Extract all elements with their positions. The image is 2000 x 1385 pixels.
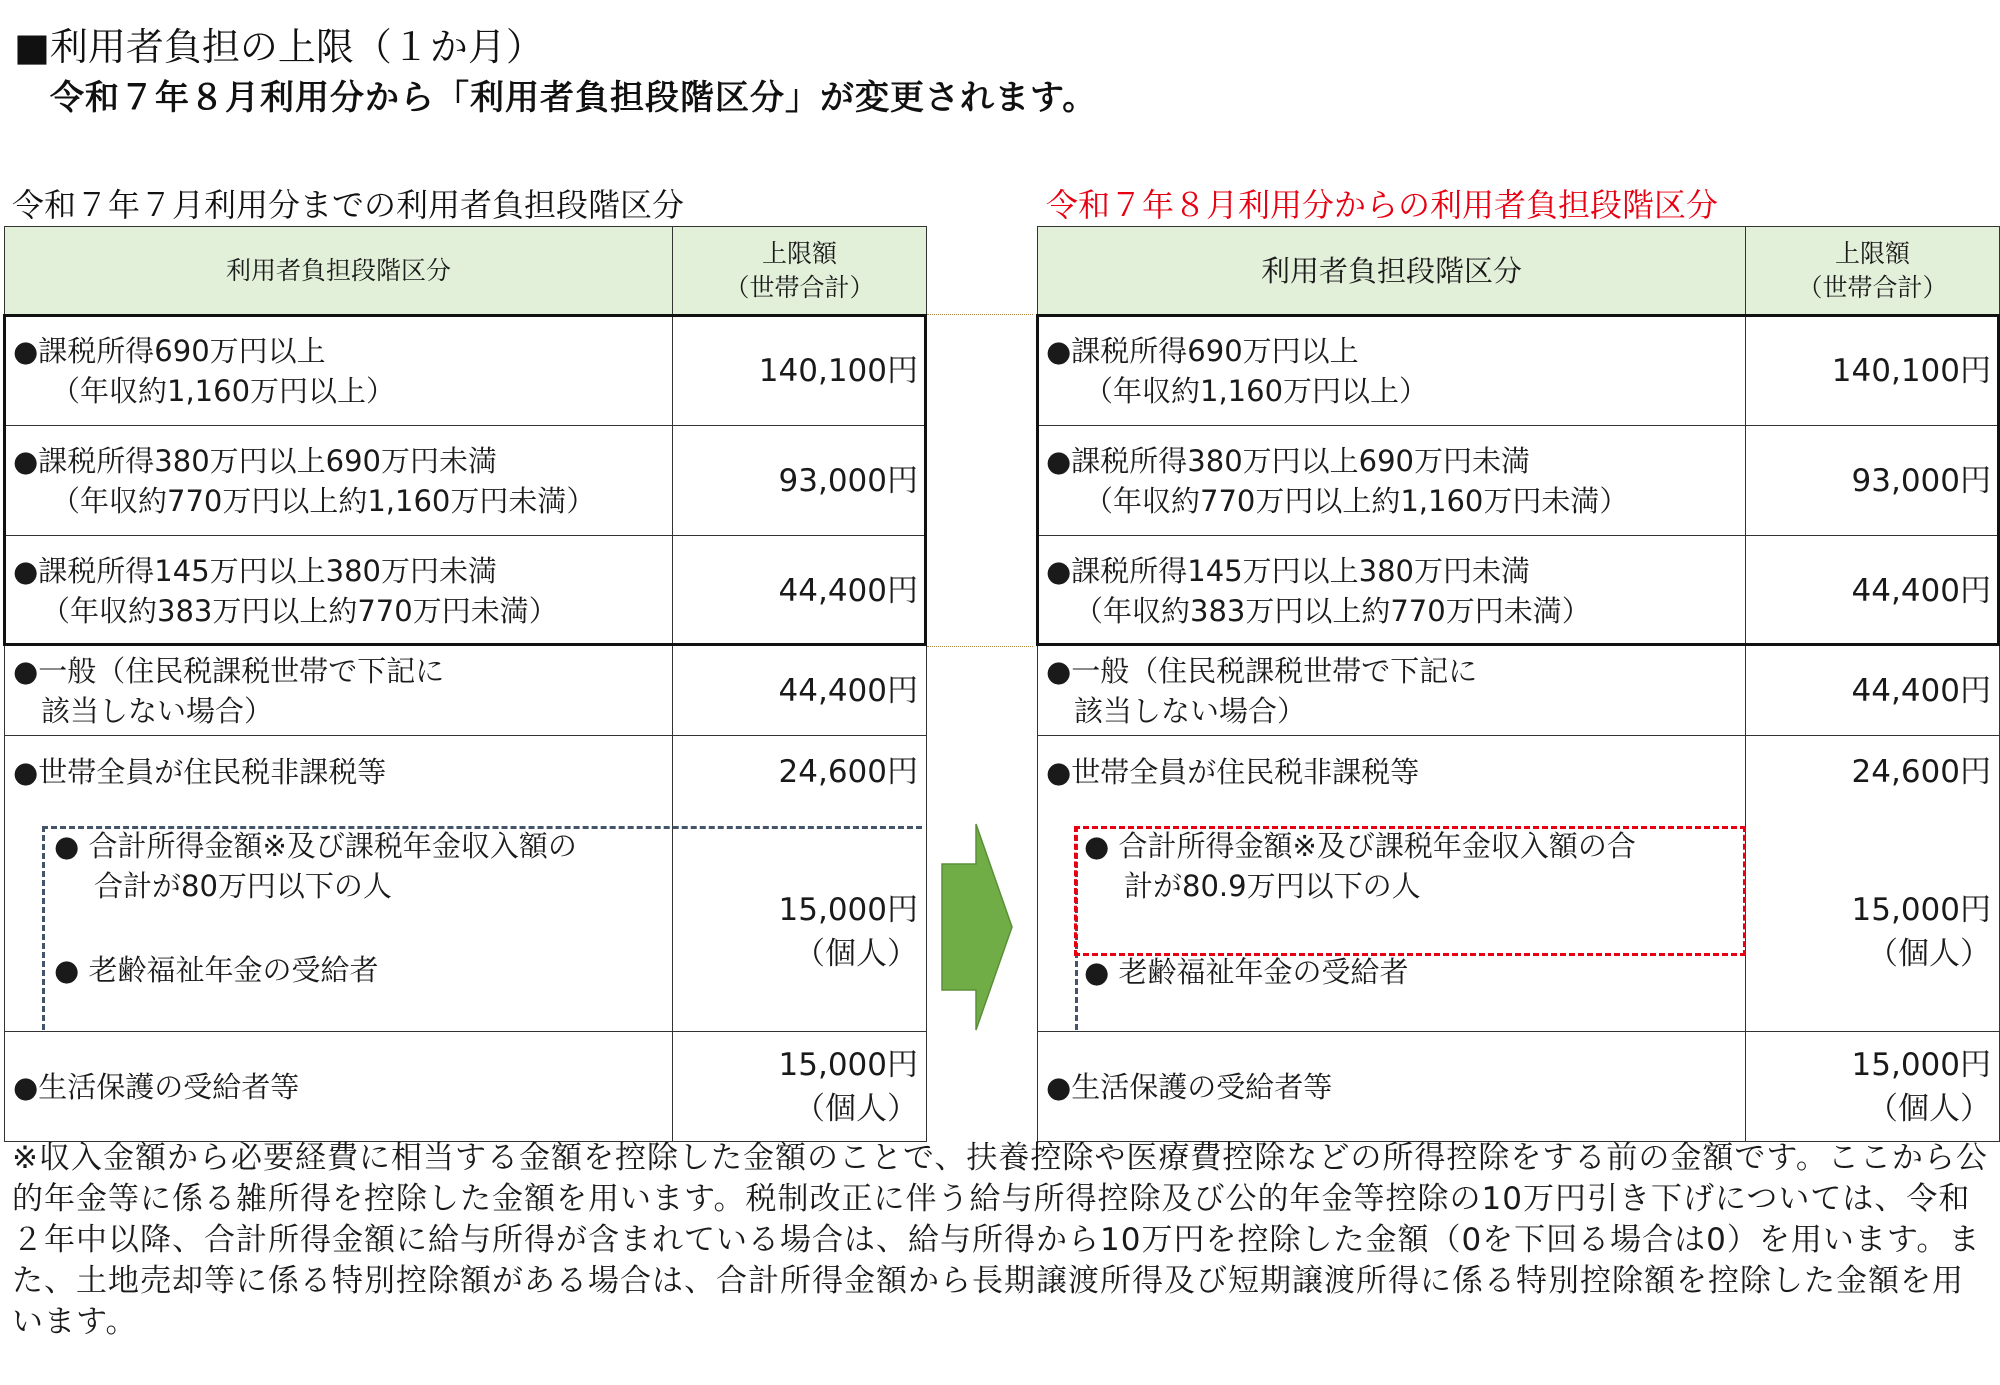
table-row: ●課税所得690万円以上 （年収約1,160万円以上） 140,100円	[5, 316, 927, 426]
table-row: ●課税所得380万円以上690万円未満 （年収約770万円以上約1,160万円未満） 93,000円	[1038, 426, 2000, 536]
table-row: ●一般（住民税課税世帯で下記に 該当しない場合） 44,400円	[1038, 646, 2000, 736]
right-table	[1037, 226, 2000, 1142]
table-row: ●課税所得145万円以上380万円未満 （年収約383万円以上約770万円未満） 44,400円	[5, 536, 927, 646]
table-row: ●課税所得690万円以上 （年収約1,160万円以上） 140,100円	[1038, 316, 2000, 426]
sub-item-income: ● 合計所得金額※及び課税年金収入額の 合計が80万円以下の人	[54, 829, 577, 903]
table-row: ●世帯全員が住民税非課税等 24,600円 15,000円 （個人）	[5, 736, 927, 1032]
sub-item-pension: ● 老齢福祉年金の受給者	[54, 953, 379, 987]
table-row: ●生活保護の受給者等 15,000円 （個人）	[5, 1032, 927, 1142]
arrow-right-icon	[940, 822, 1014, 1032]
table-row: ●一般（住民税課税世帯で下記に 該当しない場合） 44,400円	[5, 646, 927, 736]
table-header-row	[5, 227, 927, 316]
header-category: 利用者負担段階区分	[5, 227, 673, 316]
connector-line	[927, 314, 1033, 315]
sub-item-income: ● 合計所得金額※及び課税年金収入額の合 計が80.9万円以下の人	[1084, 829, 1636, 903]
left-table-caption: 令和７年７月利用分までの利用者負担段階区分	[12, 186, 685, 224]
table-header-row	[1038, 227, 2000, 316]
table-row: ●課税所得145万円以上380万円未満 （年収約383万円以上約770万円未満） 44,400円	[1038, 536, 2000, 646]
dashed-divider	[42, 826, 45, 1030]
page-subtitle: 令和７年８月利用分から「利用者負担段階区分」が変更されます。	[50, 78, 1098, 118]
header-limit: 上限額 （世帯合計）	[673, 227, 927, 316]
page-title: ■利用者負担の上限（１か月）	[14, 25, 544, 69]
right-table-caption: 令和７年８月利用分からの利用者負担段階区分	[1046, 186, 1719, 224]
table-row: ●生活保護の受給者等 15,000円 （個人）	[1038, 1032, 2000, 1142]
table-row: ●課税所得380万円以上690万円未満 （年収約770万円以上約1,160万円未満） 93,000円	[5, 426, 927, 536]
left-table	[4, 226, 927, 1142]
header-category: 利用者負担段階区分	[1038, 227, 1746, 316]
connector-line	[927, 646, 1033, 647]
table-row: ●世帯全員が住民税非課税等 24,600円 15,000円 （個人）	[1038, 736, 2000, 1032]
header-limit: 上限額 （世帯合計）	[1746, 227, 2000, 316]
footnote: ※収入金額から必要経費に相当する金額を控除した金額のことで、扶養控除や医療費控除などの所得控除をする前の金額です。ここから公的年金等に係る雑所得を控除した金額を用います。税制改正に伴う給与所得控除及び公的年金等控除の10万円引き下げについては、令和２年中以降、合計所得金額に給与所得が含まれている場合は、給与所得から10万円を控除した金額（0を下回る場合は0）を用います。また、土地売却等に係る特別控除額がある場合は、合計所得金額から長期譲渡所得及び短期譲渡所得に係る特別控除額を控除した金額を用います。	[12, 1140, 1988, 1340]
sub-item-pension: ● 老齢福祉年金の受給者	[1084, 955, 1409, 989]
